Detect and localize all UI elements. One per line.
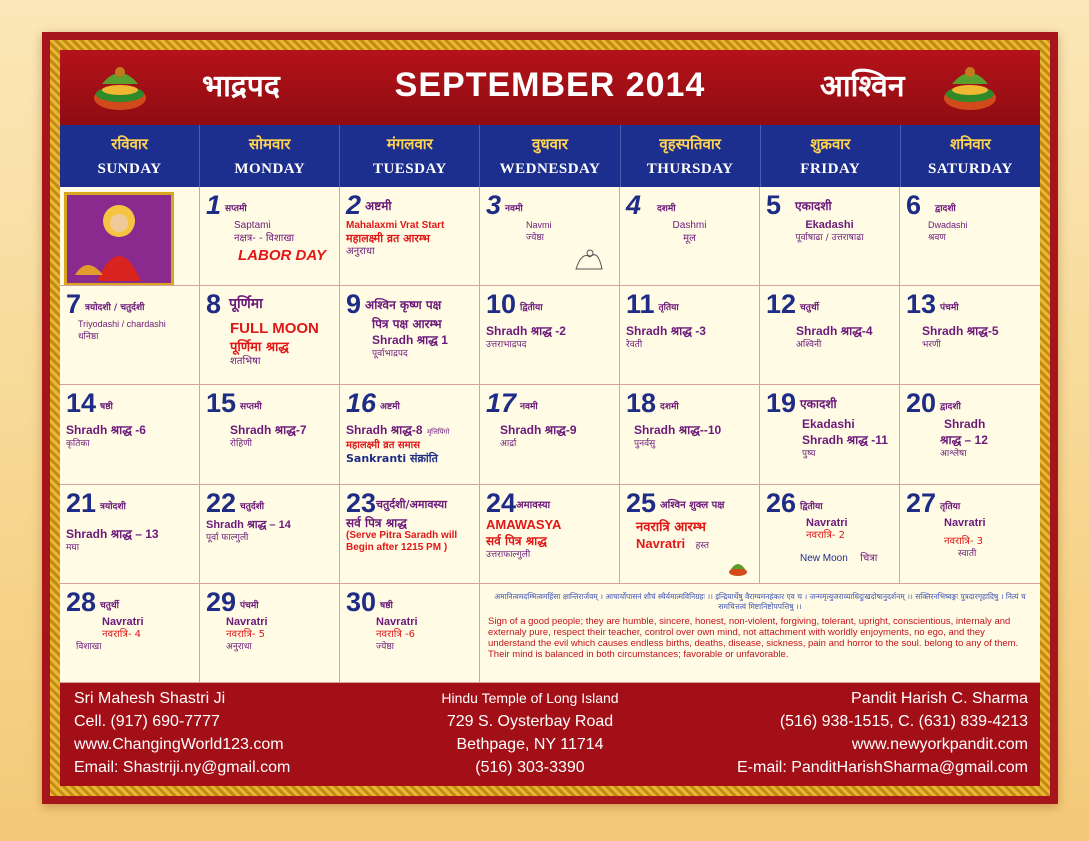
title-bar xyxy=(60,50,1040,125)
weekday-monday: सोमवार MONDAY xyxy=(200,125,340,187)
hindi-month-right: आश्विन xyxy=(820,69,905,104)
day-cell-8[interactable]: 8 पूर्णिमा FULL MOON पूर्णिमा श्राद्ध शतभिषा xyxy=(200,286,340,385)
day-cell-27[interactable]: 27 तृतिया Navratri नवरात्रि- 3 स्वाती xyxy=(900,485,1040,584)
day-cell-5[interactable]: 5 एकादशी Ekadashi पूर्वाषाढा / उत्तराषाढा xyxy=(760,187,900,286)
day-cell-2[interactable]: 2 अष्टमी Mahalaxmi Vrat Start महालक्ष्मी व्रत आरम्भ अनुराधा xyxy=(340,187,480,286)
durga-image xyxy=(64,192,174,286)
website-link[interactable]: www.newyorkpandit.com xyxy=(851,736,1028,753)
ganesha-sketch-icon xyxy=(572,245,606,273)
day-cell-16[interactable]: 16 अष्टमी Shradh श्राद्ध-8 मृत्तिपिंगो महालक्ष्मी व्रत समास Sankranti संक्रांति xyxy=(340,385,480,484)
day-cell-empty xyxy=(60,187,200,286)
day-cell-3[interactable]: 3 नवमी Navmi ज्येष्ठा xyxy=(480,187,620,286)
weekday-sunday: रविवार SUNDAY xyxy=(60,125,200,187)
day-cell-20[interactable]: 20 द्वादशी Shradh श्राद्ध – 12 आश्लेषा xyxy=(900,385,1040,484)
day-cell-10[interactable]: 10 द्वितीया Shradh श्राद्ध -2 उत्तराभाद्रपद xyxy=(480,286,620,385)
day-cell-15[interactable]: 15 सप्तमी Shradh श्राद्ध-7 रोहिणी xyxy=(200,385,340,484)
day-cell-7[interactable]: 7 त्रयोदशी / चतुर्दशी Triyodashi / chardashi धनिष्ठा xyxy=(60,286,200,385)
sanskrit-verse: अमानित्वमदम्भित्वमहिंसा क्षान्तिरार्जवम् । आचार्योपासनं शौचं स्थैर्यमात्मविनिग्रहः ।। इन्द्रियार्थेषु वैराग्यमनहंकार एव च । जन्ममृत्युजराव्याधिदुःखदोषानुदर्शनम् ।। सक्तिरनभिष्वङ्गः पुत्रदारगृहादिषु । नित्यं च समचित्तत्वं मिष्टानिष्टोपपत्तिषु ।। xyxy=(494,591,1026,611)
page-title: SEPTEMBER 2014 xyxy=(394,66,706,104)
day-cell-23[interactable]: 23चतुर्दशी/अमावस्या सर्व पित्र श्राद्ध (Serve Pitra Saradh will Begin after 1215 PM ) xyxy=(340,485,480,584)
day-cell-30[interactable]: 30 षष्ठी Navratri नवरात्रि -6 ज्येष्ठा xyxy=(340,584,480,683)
day-cell-19[interactable]: 19 एकादशी Ekadashi Shradh श्राद्ध -11 पुष्य xyxy=(760,385,900,484)
day-cell-14[interactable]: 14 षष्ठी Shradh श्राद्ध -6 कृतिका xyxy=(60,385,200,484)
day-cell-12[interactable]: 12 चतुर्थी Shradh श्राद्ध-4 अश्विनी xyxy=(760,286,900,385)
calendar-grid xyxy=(60,187,1040,683)
day-cell-21[interactable]: 21 त्रयोदशी Shradh श्राद्ध – 13 मघा xyxy=(60,485,200,584)
day-cell-18[interactable]: 18 दशमी Shradh श्राद्ध--10 पुनर्वसु xyxy=(620,385,760,484)
day-cell-25[interactable]: 25 अश्विन शुक्ल पक्ष नवरात्रि आरम्भ Navratri हस्त xyxy=(620,485,760,584)
kalash-icon xyxy=(940,60,1000,112)
footer-right-contact: Pandit Harish C. Sharma (516) 938-1515, C. (631) 839-4213 www.newyorkpandit.com E-mail: PanditHarishSharma@gmail.com xyxy=(737,687,1028,779)
day-cell-9[interactable]: 9 अश्विन कृष्ण पक्ष पित्र पक्ष आरम्भ Shradh श्राद्ध 1 पूर्वाभाद्रपद xyxy=(340,286,480,385)
calendar-frame xyxy=(42,32,1058,804)
day-cell-6[interactable]: 6 द्वादशी Dwadashi श्रवण xyxy=(900,187,1040,286)
verse-translation: Sign of a good people; they are humble, sincere, honest, non-violent, forgiving, tolerant, upright, conscientious, internaly and externaly pure, respect their teacher, control over own mind, not attachment with worldly enjoyments, no ego, and they understand the evil which causes endless births, deaths, disease, sickness, pain and horror to the soul. belong to any of them. Their mind is balanced in both circumstances; favorable or unfavorable. xyxy=(488,615,1019,660)
weekday-header xyxy=(60,125,1040,187)
gita-quote-box xyxy=(480,584,1040,683)
footer-left-contact: Sri Mahesh Shastri Ji Cell. (917) 690-7777 www.ChangingWorld123.com Email: Shastriji.ny@gmail.com xyxy=(74,687,290,779)
day-cell-26[interactable]: 26 द्वितीया Navratri नवरात्रि- 2 New Moon चित्रा xyxy=(760,485,900,584)
calendar-inner xyxy=(60,50,1040,786)
contact-footer xyxy=(60,683,1040,786)
day-cell-4[interactable]: 4 दशमी Dashmi मूल xyxy=(620,187,760,286)
email-link[interactable]: E-mail: PanditHarishSharma@gmail.com xyxy=(737,759,1028,776)
weekday-wednesday: वुधवार WEDNESDAY xyxy=(480,125,620,187)
day-cell-22[interactable]: 22 चतुर्दशी Shradh श्राद्ध – 14 पूर्वा फाल्गुली xyxy=(200,485,340,584)
labor-day-label: LABOR DAY xyxy=(238,247,327,264)
footer-center-temple: Hindu Temple of Long Island 729 S. Oysterbay Road Bethpage, NY 11714 (516) 303-3390 xyxy=(441,690,619,776)
weekday-friday: शुक्रवार FRIDAY xyxy=(761,125,901,187)
day-cell-17[interactable]: 17 नवमी Shradh श्राद्ध-9 आर्द्रा xyxy=(480,385,620,484)
email-link[interactable]: Email: Shastriji.ny@gmail.com xyxy=(74,759,291,776)
day-cell-13[interactable]: 13 पंचमी Shradh श्राद्ध-5 भरणी xyxy=(900,286,1040,385)
website-link[interactable]: www.ChangingWorld123.com xyxy=(74,736,284,753)
day-cell-11[interactable]: 11 तृतिया Shradh श्राद्ध -3 रेवती xyxy=(620,286,760,385)
weekday-tuesday: मंगलवार TUESDAY xyxy=(340,125,480,187)
day-cell-1[interactable]: 1 सप्तमी Saptami नक्षत्र- - विशाखा LABOR DAY xyxy=(200,187,340,286)
weekday-saturday: शनिवार SATURDAY xyxy=(927,135,1013,177)
day-cell-28[interactable]: 28 चतुर्थी Navratri नवरात्रि- 4 विशाखा xyxy=(60,584,200,683)
day-cell-29[interactable]: 29 पंचमी Navratri नवरात्रि- 5 अनुराधा xyxy=(200,584,340,683)
weekday-thursday: वृहस्पतिवार THURSDAY xyxy=(621,125,761,187)
day-cell-24[interactable]: 24अमावस्या AMAWASYA सर्व पित्र श्राद्ध उत्तराफाल्गुली xyxy=(480,485,620,584)
kalash-small-icon xyxy=(728,559,748,577)
hindi-month-left: भाद्रपद xyxy=(202,69,280,104)
